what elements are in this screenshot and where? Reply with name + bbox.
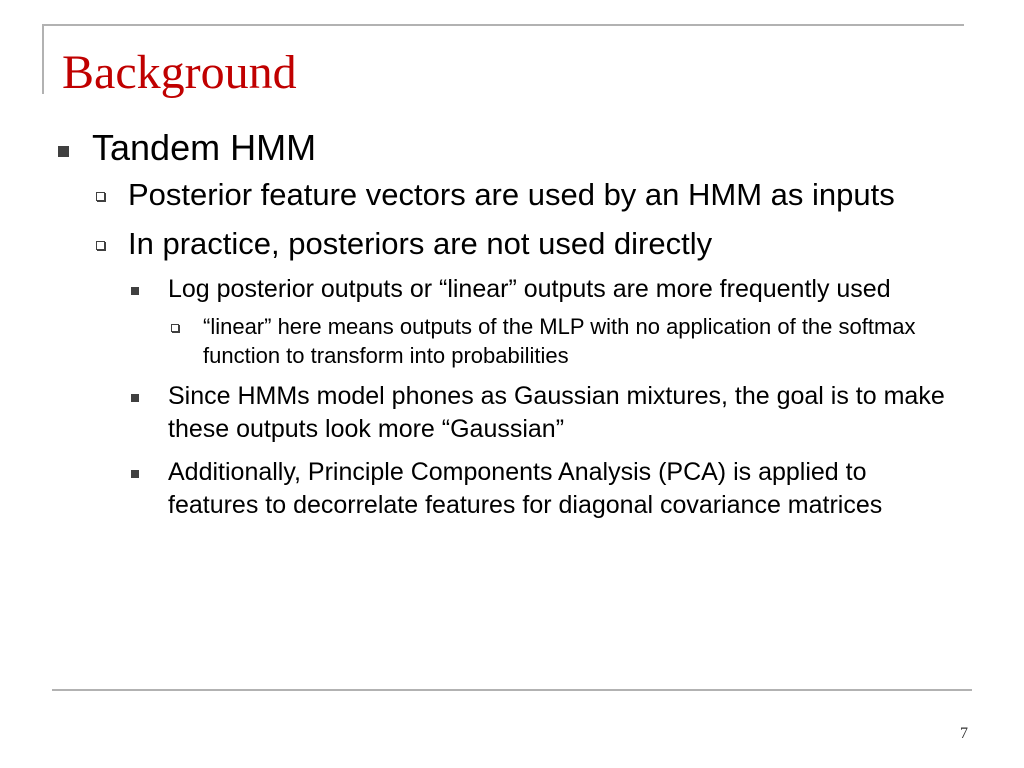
bullet-item-tandem-hmm xyxy=(0,126,1024,170)
bullet-text: Log posterior outputs or “linear” outputs are more frequently used xyxy=(168,275,891,303)
bullet-text: Tandem HMM xyxy=(92,127,317,168)
bullet-text: “linear” here means outputs of the MLP with no application of the softmax function to transform into probabilities xyxy=(203,314,916,368)
bullet-text: Additionally, Principle Components Analysis (PCA) is applied to features to decorrelate features for diagonal covariance matrices xyxy=(168,458,883,519)
bullet-text: Since HMMs model phones as Gaussian mixtures, the goal is to make these outputs look more “Gaussian” xyxy=(168,382,945,443)
hollow-square-bullet-icon xyxy=(96,192,105,201)
bullet-item-posterior-feature-vectors xyxy=(0,176,1024,214)
filled-square-bullet-icon xyxy=(131,287,139,295)
page-number: 7 xyxy=(960,725,968,742)
left-rule xyxy=(42,24,44,94)
bullet-text: In practice, posteriors are not used directly xyxy=(128,226,713,261)
bullet-item-gaussian-mixtures xyxy=(0,380,1024,446)
bullet-list xyxy=(0,126,1024,522)
bullet-item-log-posterior-outputs xyxy=(0,273,1024,306)
hollow-square-bullet-icon xyxy=(171,324,179,332)
filled-square-bullet-icon xyxy=(58,146,69,157)
slide-title: Background xyxy=(62,46,297,99)
bullet-item-pca xyxy=(0,456,1024,522)
bottom-rule xyxy=(52,689,972,691)
bullet-text: Posterior feature vectors are used by an HMM as inputs xyxy=(128,177,895,212)
hollow-square-bullet-icon xyxy=(96,241,105,250)
bullet-item-linear-meaning xyxy=(0,312,1024,370)
bullet-item-in-practice xyxy=(0,225,1024,263)
top-rule xyxy=(42,24,964,26)
filled-square-bullet-icon xyxy=(131,394,139,402)
filled-square-bullet-icon xyxy=(131,470,139,478)
